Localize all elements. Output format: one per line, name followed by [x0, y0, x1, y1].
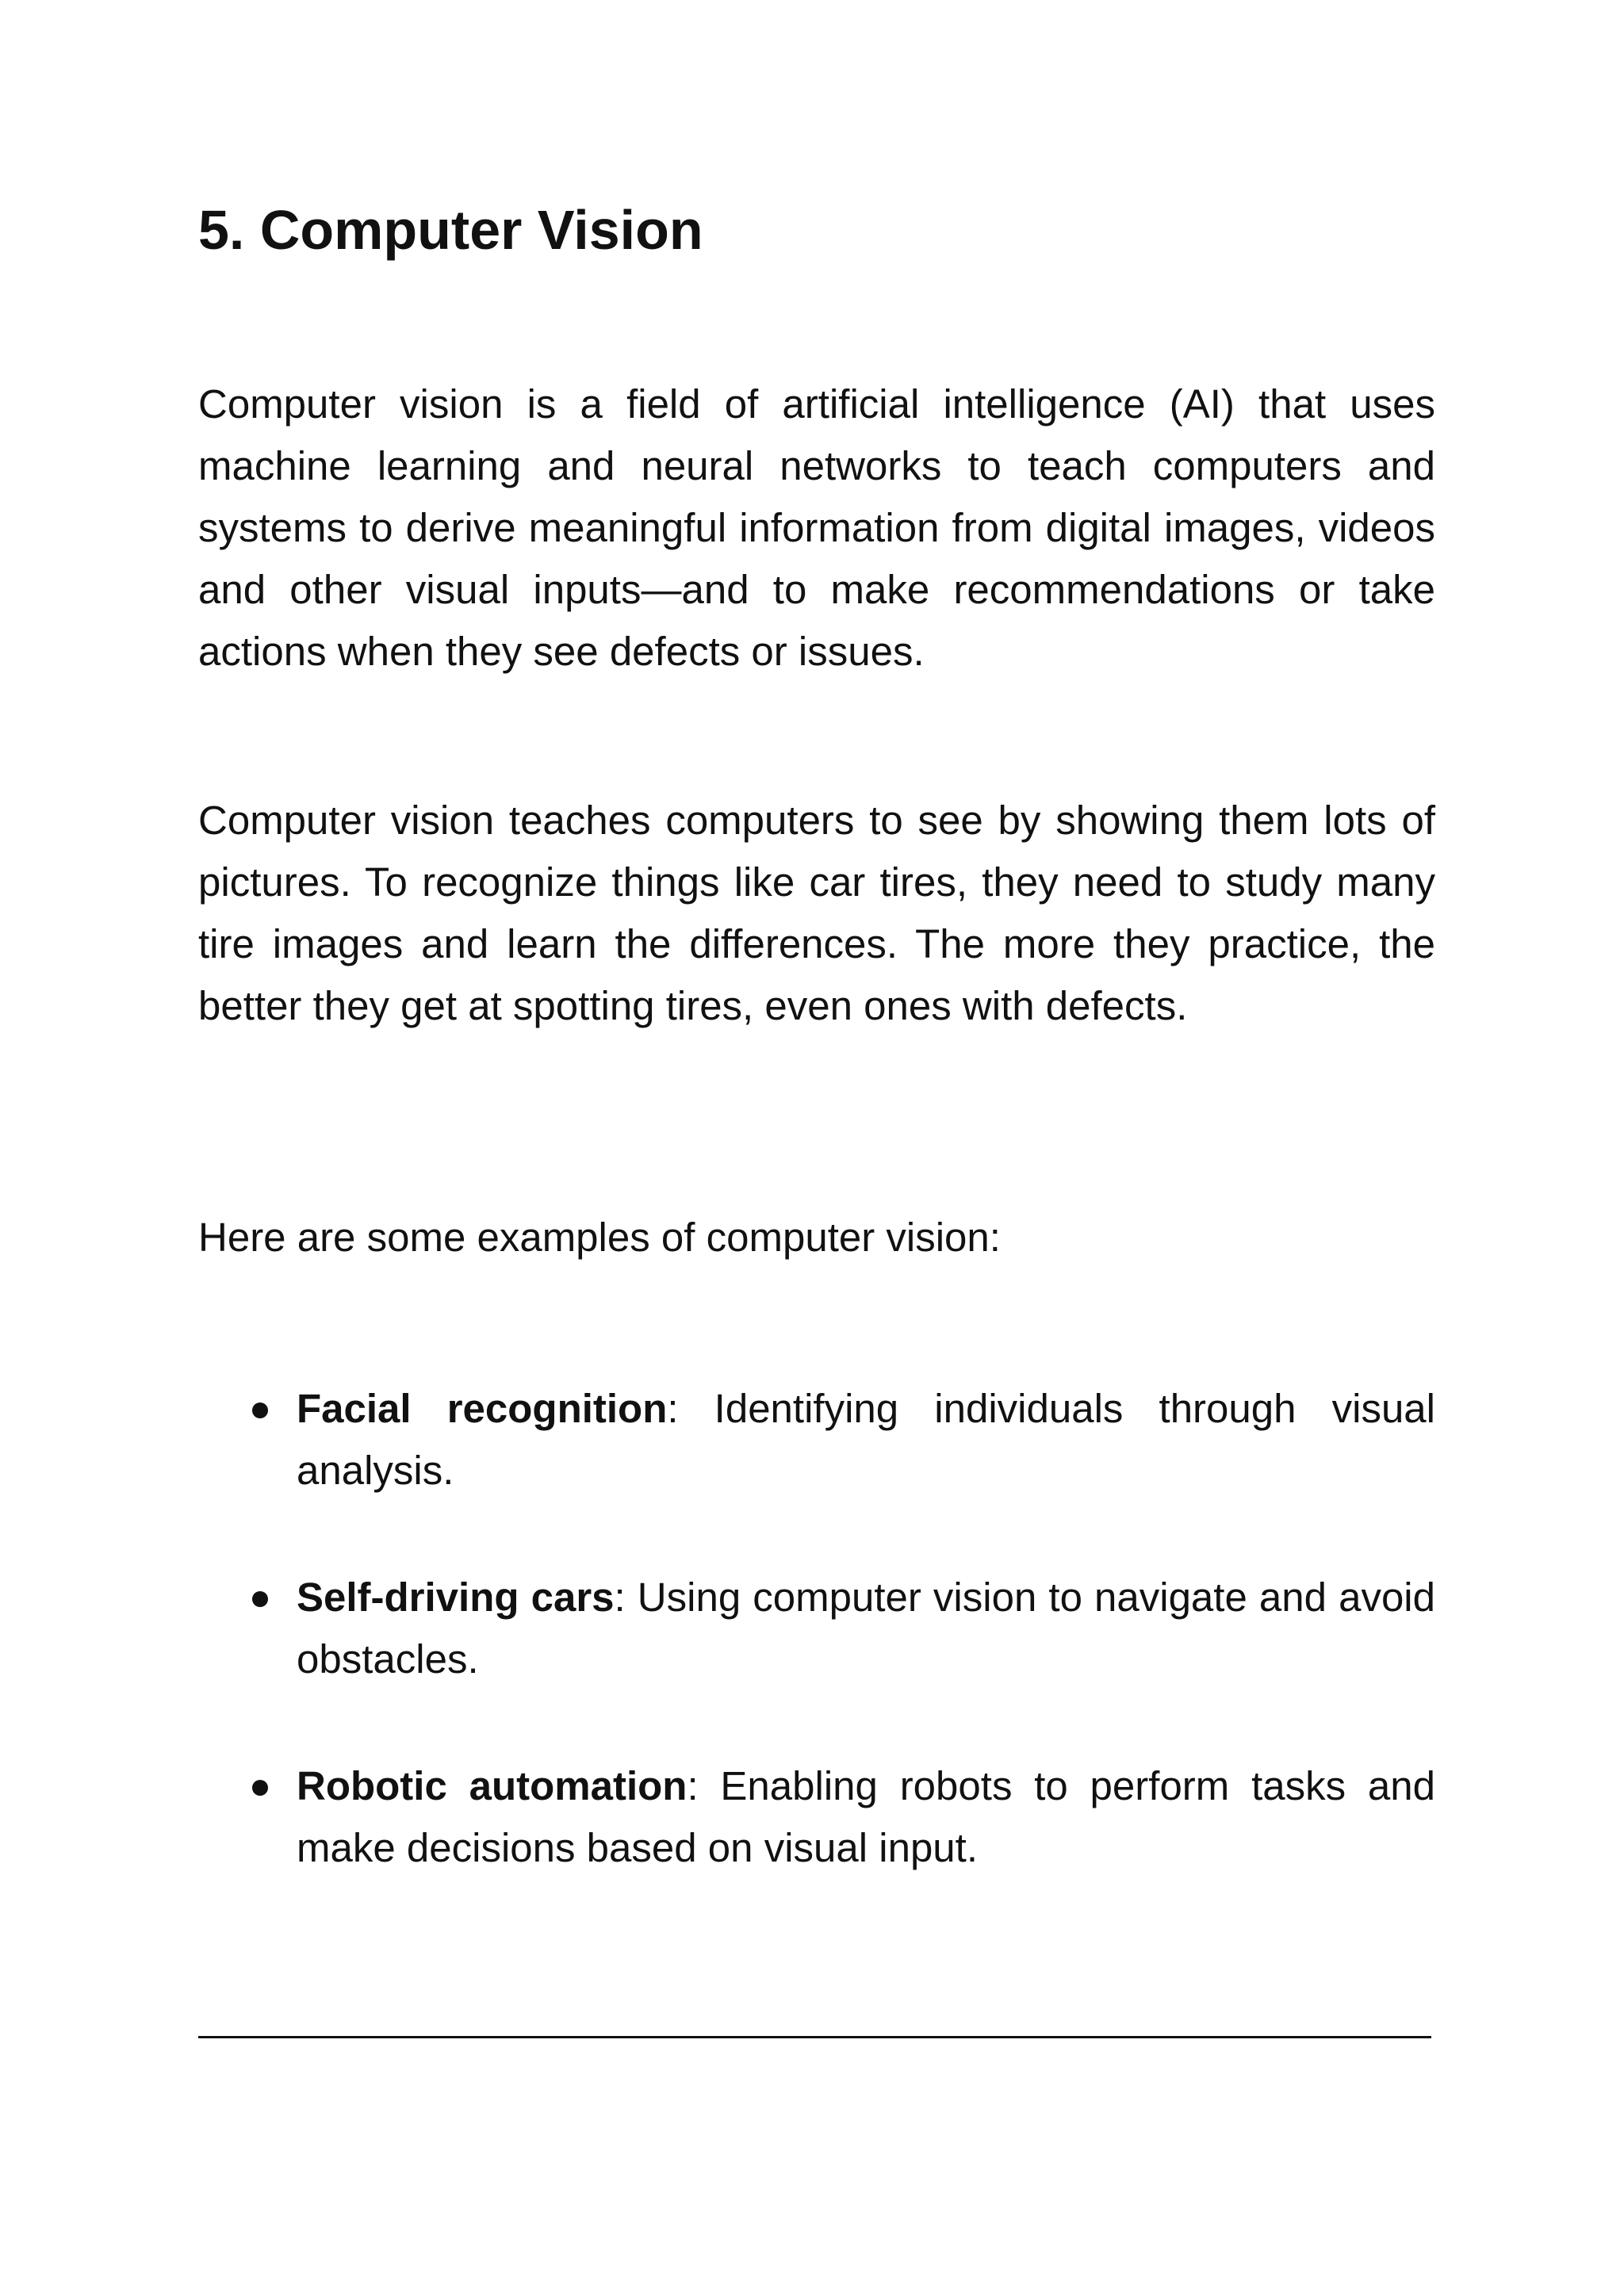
example-description: Using computer vision to navigate and avoid obstacles.	[297, 1575, 1435, 1682]
horizontal-rule	[198, 2036, 1431, 2038]
examples-list	[198, 1378, 1435, 1944]
section-heading: 5. Computer Vision	[198, 199, 703, 261]
example-separator: :	[667, 1386, 679, 1431]
paragraph-examples-intro: Here are some examples of computer vision:	[198, 1215, 1001, 1260]
list-item-robotic-automation	[198, 1755, 1435, 1879]
example-separator: :	[687, 1763, 699, 1808]
bullet-icon	[252, 1780, 268, 1796]
example-term: Self-driving cars	[297, 1575, 615, 1620]
list-item-self-driving-cars	[198, 1567, 1435, 1690]
example-description: Enabling robots to perform tasks and make decisions based on visual input.	[297, 1763, 1435, 1870]
paragraph-explanation: Computer vision teaches computers to see by showing them lots of pictures. To recognize things like car tires, they need to study many tire images and learn the differences. The more they practice, the better they get at spotting tires, even ones with defects.	[198, 798, 1435, 1028]
bullet-icon	[252, 1402, 268, 1418]
list-item-facial-recognition	[198, 1378, 1435, 1502]
bullet-icon	[252, 1591, 268, 1607]
example-term: Facial recognition	[297, 1386, 668, 1431]
example-separator: :	[614, 1575, 626, 1620]
paragraph-definition: Computer vision is a field of artificial intelligence (AI) that uses machine learning and neural networks to teach computers and systems to derive meaningful information from digital images, videos and other visual inputs—and to make recommendations or take actions when they see defects or issues.	[198, 381, 1435, 674]
example-description: Identifying individuals through visual analysis.	[297, 1386, 1436, 1493]
example-term: Robotic automation	[297, 1763, 688, 1808]
